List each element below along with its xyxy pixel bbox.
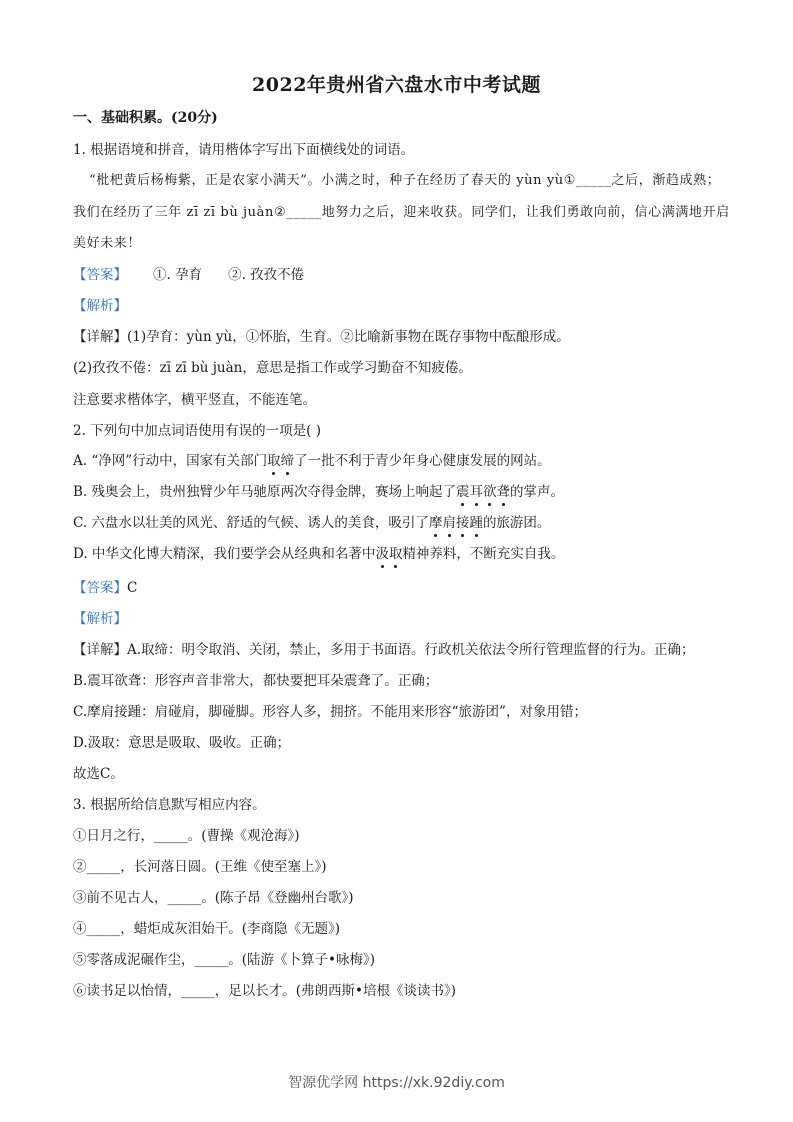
q1-passage-line: 我们在经历了三年 zī zī bù juàn②_____地努力之后，迎来收获。同学们，让我们勇敢向前，信心满满地开启: [73, 205, 730, 220]
answer-tag: 【答案】: [73, 580, 127, 596]
dotted-char: 取: [267, 453, 281, 469]
dotted-char: 耳: [469, 484, 484, 500]
detail-text: A.取缔：明令取消、关闭，禁止，多用于书面语。行政机关依法令所行管理监督的行为。正确；: [127, 642, 695, 658]
q2-stem: 2. 下列句中加点词语使用有误的一项是( ): [73, 423, 321, 439]
dotted-char: 踵: [469, 515, 483, 531]
answer-item: ②. 孜孜不倦: [228, 267, 305, 283]
q1-passage-line: “枇杷黄后杨梅紫，正是农家小满天”。小满之时，种子在经历了春天的 yùn yù①_____之后，渐趋成熟；: [89, 173, 721, 188]
dotted-char: 汲: [375, 546, 389, 562]
page-title: 2022年贵州省六盘水市中考试题: [252, 74, 541, 96]
q1-stem: 1. 根据语境和拼音，请用楷体字写出下面横线处的词语。: [73, 142, 415, 158]
dotted-char: 聋: [496, 484, 511, 500]
q2-analysis: [73, 610, 127, 628]
answer-item: ①. 孕育: [153, 267, 203, 283]
answer-item: C: [127, 580, 138, 596]
q1-detail: [73, 328, 570, 346]
answer-tag: 【答案】: [73, 267, 127, 283]
q2-detail: C.摩肩接踵：肩碰肩，脚碰脚。形容人多，拥挤。不能用来形容“旅游团”，对象用错；: [73, 704, 587, 720]
q1-detail: 注意要求楷体字，横平竖直，不能连笔。: [73, 392, 316, 408]
q3-item: ⑤零落成泥碾作尘，_____。(陆游《卜算子•咏梅》): [73, 952, 375, 968]
q3-stem: 3. 根据所给信息默写相应内容。: [73, 797, 266, 813]
q2-conclusion: 故选C。: [73, 766, 124, 782]
option-text: 精神养料，不断充实自我。: [402, 546, 565, 562]
detail-tag: 【详解】: [73, 642, 127, 658]
q3-item: ④_____，蜡炬成灰泪始干。(李商隐《无题》): [73, 921, 341, 937]
dotted-char: 震: [456, 484, 470, 500]
option-text: D. 中华文化博大精深，我们要学会从经典和名著中: [73, 546, 376, 562]
dotted-char: 取: [388, 546, 403, 562]
section-heading: 一、基础积累。(20分): [73, 110, 218, 126]
option-text: C. 六盘水以壮美的风光、舒适的气候、诱人的美食，吸引了: [73, 515, 429, 531]
q3-item: ⑥读书足以怡情，_____，足以长才。(弗朗西斯•培根《谈读书》): [73, 983, 456, 999]
q2-option-d: [73, 545, 564, 563]
option-text: 的掌声。: [510, 484, 565, 500]
q2-detail: D.汲取：意思是吸取、吸收。正确；: [73, 735, 291, 751]
analysis-tag: 【解析】: [73, 611, 127, 627]
dotted-char: 肩: [442, 515, 456, 531]
footer-watermark: 智源优学网 https://xk.92diy.com: [288, 1075, 505, 1091]
q1-detail: (2)孜孜不倦：zī zī bù juàn，意思是指工作或学习勤奋不知疲倦。: [73, 360, 472, 376]
dotted-char: 摩: [428, 515, 443, 531]
q2-detail: [73, 641, 695, 659]
detail-text: (1)孕育：yùn yù，①怀胎，生育。②比喻新事物在既存事物中酝酿形成。: [127, 329, 570, 345]
q3-item: ①日月之行，_____。(曹操《观沧海》): [73, 828, 300, 844]
dotted-char: 接: [455, 515, 470, 531]
analysis-tag: 【解析】: [73, 298, 127, 314]
q2-detail: B.震耳欲聋：形容声音非常大，都快要把耳朵震聋了。正确；: [73, 673, 439, 689]
q2-option-b: [73, 483, 564, 501]
option-text: 的旅游团。: [482, 515, 551, 531]
q3-item: ②_____，长河落日圆。(王维《使至塞上》): [73, 859, 327, 875]
q2-option-a: [73, 452, 551, 470]
q2-option-c: [73, 514, 550, 532]
option-text: B. 残奥会上，贵州独臂少年马驰原两次夺得金牌，赛场上响起了: [73, 484, 457, 500]
option-text: A. “净网”行动中，国家有关部门: [73, 453, 268, 469]
option-text: 了一批不利于青少年身心健康发展的网站。: [294, 453, 551, 469]
q1-analysis: [73, 297, 127, 315]
q1-answer: [73, 266, 304, 284]
q3-item: ③前不见古人，_____。(陈子昂《登幽州台歌》): [73, 890, 354, 906]
q1-passage-line: 美好未来！: [73, 236, 142, 251]
dotted-char: 缔: [280, 453, 295, 469]
detail-tag: 【详解】: [73, 329, 127, 345]
dotted-char: 欲: [483, 484, 497, 500]
q2-answer: [73, 579, 137, 597]
